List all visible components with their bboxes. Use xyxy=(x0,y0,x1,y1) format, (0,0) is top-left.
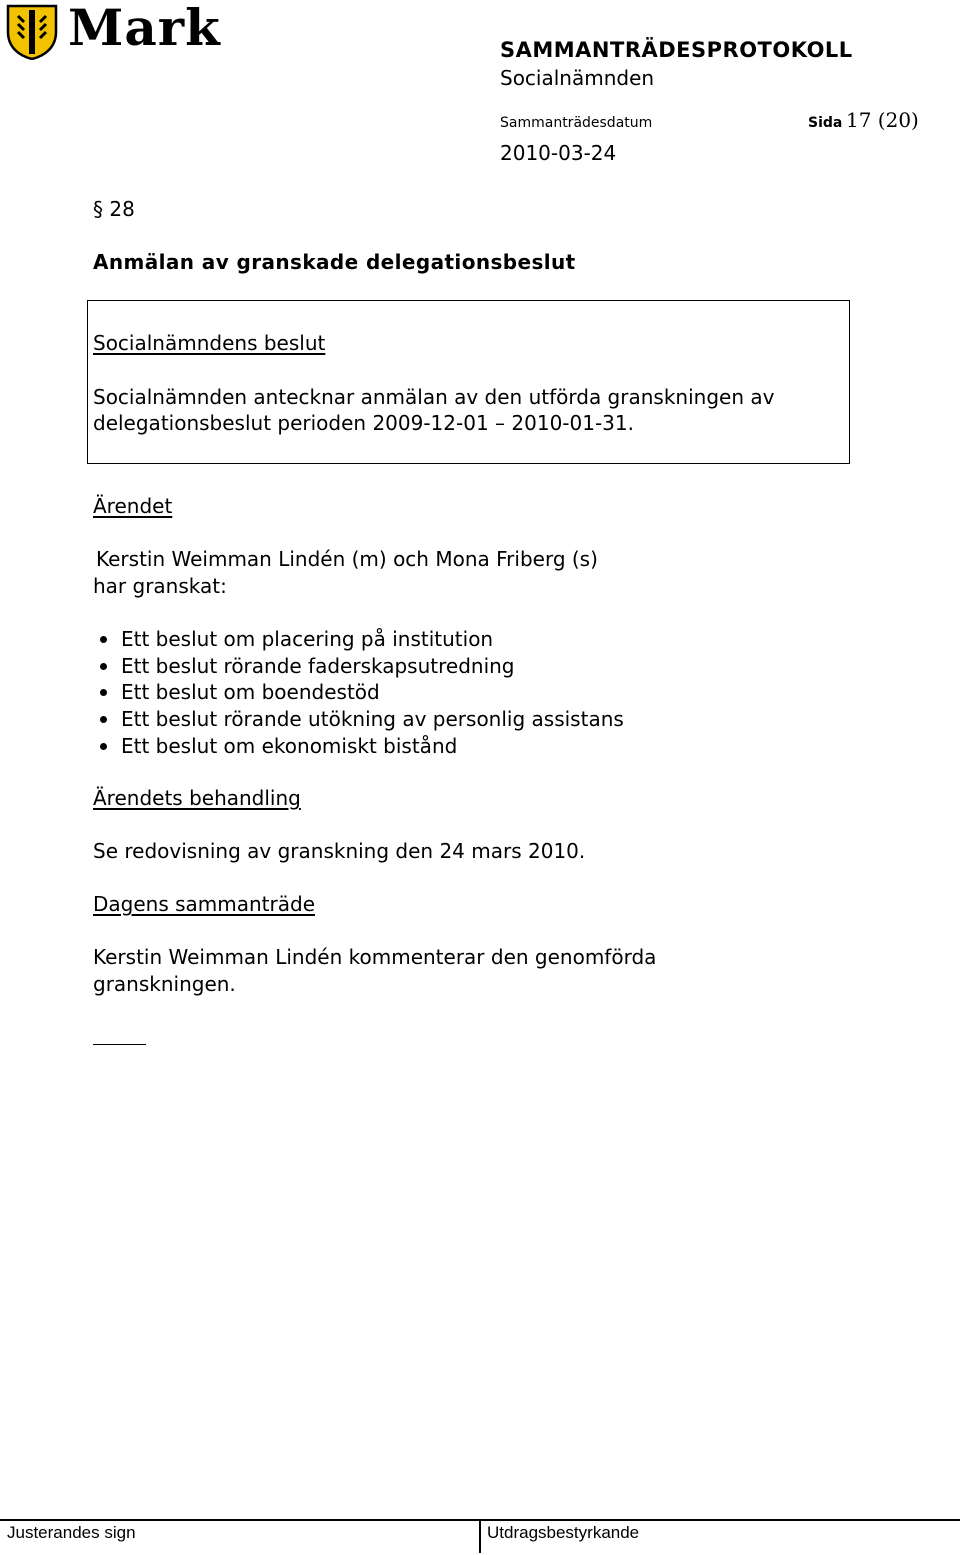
coat-of-arms-icon xyxy=(4,2,60,60)
list-item: Ett beslut rörande utökning av personlig assistans xyxy=(93,706,624,733)
handling-text: Se redovisning av granskning den 24 mars 2010. xyxy=(93,839,586,863)
page-label: Sida xyxy=(808,115,843,131)
meeting-text-line-1: Kerstin Weimman Lindén kommenterar den genomförda xyxy=(93,945,657,969)
bullet-icon xyxy=(100,716,107,723)
matter-text-line-1: Kerstin Weimman Lindén (m) och Mona Friberg (s) xyxy=(96,547,598,571)
protocol-title: SAMMANTRÄDESPROTOKOLL xyxy=(500,38,853,62)
decision-text-line-2: delegationsbeslut perioden 2009-12-01 – 2010-01-31. xyxy=(93,411,634,435)
meeting-date: 2010-03-24 xyxy=(500,141,617,165)
decision-text-line-1: Socialnämnden antecknar anmälan av den utförda granskningen av xyxy=(93,385,775,409)
meeting-text-line-2: granskningen. xyxy=(93,972,236,996)
matter-text-line-2: har granskat: xyxy=(93,574,227,598)
bullet-icon xyxy=(100,636,107,643)
list-item: Ett beslut om boendestöd xyxy=(93,679,624,706)
logo-wordmark: Mark xyxy=(68,0,221,57)
matter-heading: Ärendet xyxy=(93,494,173,518)
footer-column-divider xyxy=(479,1519,481,1553)
bullet-icon xyxy=(100,663,107,670)
page-number: 17 (20) xyxy=(846,108,919,132)
meeting-date-label: Sammanträdesdatum xyxy=(500,115,653,131)
list-item: Ett beslut om ekonomiskt bistånd xyxy=(93,733,624,760)
list-item: Ett beslut om placering på institution xyxy=(93,626,624,653)
reviewed-decisions-list xyxy=(93,626,624,759)
section-end-mark xyxy=(93,1044,146,1045)
committee-name: Socialnämnden xyxy=(500,66,655,90)
bullet-icon xyxy=(100,743,107,750)
section-title: Anmälan av granskade delegationsbeslut xyxy=(93,250,576,274)
decision-box xyxy=(87,300,850,464)
municipality-logo xyxy=(4,2,234,62)
decision-heading: Socialnämndens beslut xyxy=(93,331,326,355)
extract-certification-label: Utdragsbestyrkande xyxy=(487,1523,640,1542)
handling-heading: Ärendets behandling xyxy=(93,786,301,810)
signature-label: Justerandes sign xyxy=(7,1523,136,1542)
bullet-icon xyxy=(100,689,107,696)
list-item: Ett beslut rörande faderskapsutredning xyxy=(93,653,624,680)
paragraph-number: § 28 xyxy=(93,197,135,221)
meeting-heading: Dagens sammanträde xyxy=(93,892,316,916)
